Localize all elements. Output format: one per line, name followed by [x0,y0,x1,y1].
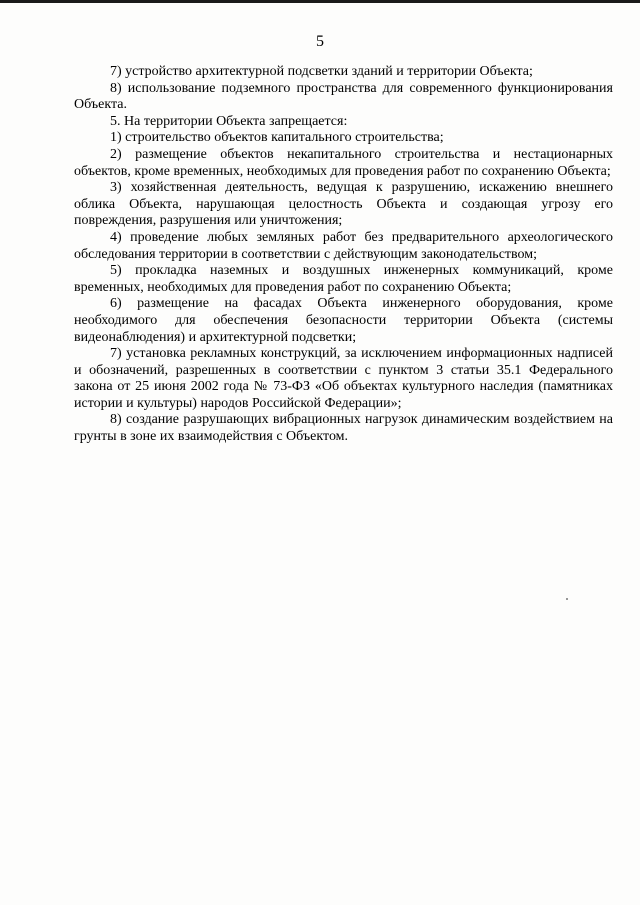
paragraph-prohibition-4: 4) проведение любых земляных работ без предварительного археологического обследования территории в соответствии с действующим законодательством; [74,229,613,262]
paragraph-prohibition-6: 6) размещение на фасадах Объекта инженерного оборудования, кроме необходимого для обеспечения безопасности территории Объекта (системы видеонаблюдения) и архитектурной подсветки; [74,296,613,345]
scan-speck [566,598,568,600]
page-number: 5 [316,33,324,50]
paragraph-prohibition-8: 8) создание разрушающих вибрационных нагрузок динамическим воздействием на грунты в зоне их взаимодействия с Объектом. [74,412,613,445]
scan-top-edge [0,0,640,3]
document-body [74,64,613,446]
paragraph-prohibition-3: 3) хозяйственная деятельность, ведущая к разрушению, искажению внешнего облика Объекта, нарушающая целостность Объекта и создающая угрозу его повреждения, разрушения или уничтожения; [74,180,613,229]
paragraph-prohibition-7: 7) установка рекламных конструкций, за исключением информационных надписей и обозначений, разрешенных в соответствии с пунктом 3 статьи 35.1 Федерального закона от 25 июня 2002 года № 73-ФЗ «Об объектах культурного наследия (памятниках истории и культуры) народов Российской Федерации»; [74,346,613,411]
paragraph-prohibition-1: 1) строительство объектов капитального строительства; [110,130,444,146]
paragraph-item-8-underground: 8) использование подземного пространства для современного функционирования Объекта. [74,80,613,113]
paragraph-item-7-lighting: 7) устройство архитектурной подсветки зданий и территории Объекта; [110,64,533,79]
paragraph-section-5-heading: 5. На территории Объекта запрещается: [110,113,348,129]
paragraph-prohibition-2: 2) размещение объектов некапитального строительства и нестационарных объектов, кроме временных, необходимых для проведения работ по сохранению Объекта; [74,146,613,179]
paragraph-prohibition-5: 5) прокладка наземных и воздушных инженерных коммуникаций, кроме временных, необходимых для проведения работ по сохранению Объекта; [74,263,613,295]
